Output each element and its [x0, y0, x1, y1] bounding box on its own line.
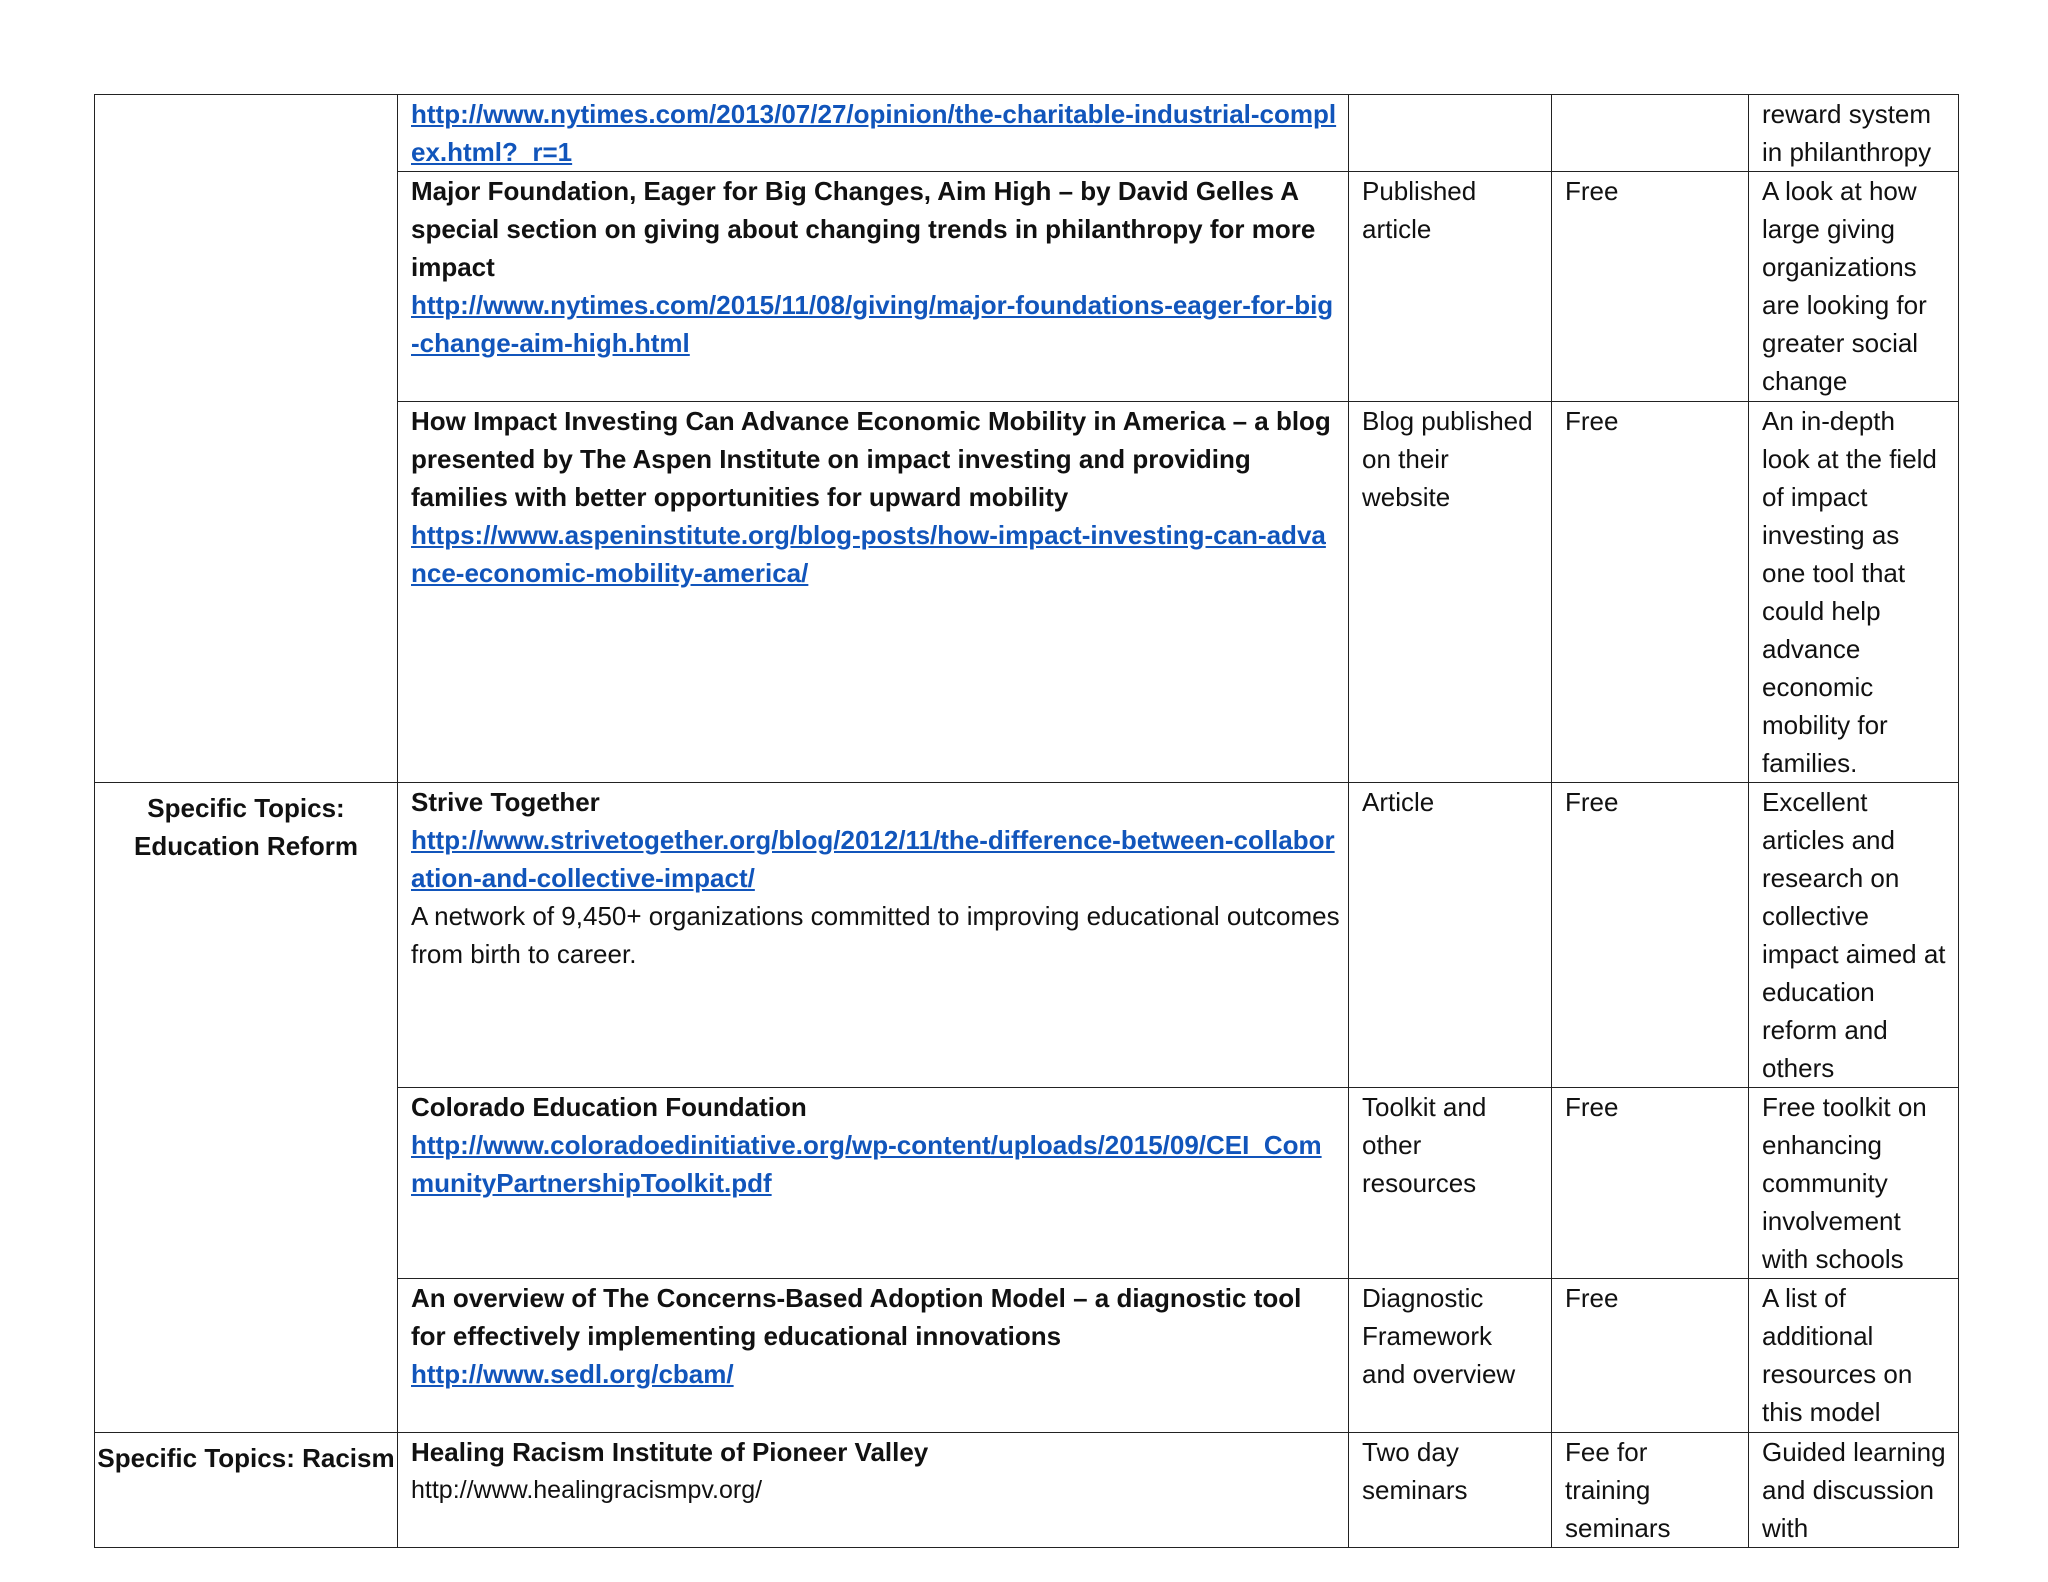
resource-title: Strive Together — [411, 787, 600, 817]
resource-title: Healing Racism Institute of Pioneer Valley — [411, 1437, 929, 1467]
resource-note: A network of 9,450+ organizations committed to improving educational outcomes from birth to career. — [411, 901, 1340, 969]
resource-title: An overview of The Concerns-Based Adoption Model – a diagnostic tool for effectively implementing educational innovations — [411, 1283, 1302, 1351]
type-cell: Toolkit and other resources — [1349, 1088, 1552, 1279]
resource-link[interactable]: http://www.nytimes.com/2015/11/08/giving/major-foundations-eager-for-big-change-aim-high.html — [411, 290, 1334, 358]
cost-cell: Fee for training seminars — [1552, 1433, 1749, 1548]
resource-cell — [398, 1279, 1349, 1433]
description-cell: An in-depth look at the field of impact investing as one tool that could help advance economic mobility for families. — [1749, 402, 1959, 783]
topic-cell — [95, 1433, 398, 1548]
resource-title: Colorado Education Foundation — [411, 1092, 807, 1122]
type-cell: Diagnostic Framework and overview — [1349, 1279, 1552, 1433]
resource-link[interactable]: http://www.nytimes.com/2013/07/27/opinion/the-charitable-industrial-complex.html?_r=1 — [411, 99, 1337, 167]
resource-cell — [398, 783, 1349, 1088]
description-cell: A look at how large giving organizations are looking for greater social change — [1749, 172, 1959, 402]
resource-cell — [398, 1433, 1349, 1548]
resource-cell — [398, 172, 1349, 402]
cost-cell — [1552, 95, 1749, 172]
cost-cell: Free — [1552, 783, 1749, 1088]
resource-cell — [398, 1088, 1349, 1279]
cost-cell: Free — [1552, 402, 1749, 783]
resource-cell — [398, 402, 1349, 783]
description-cell: A list of additional resources on this model — [1749, 1279, 1959, 1433]
resource-table — [94, 94, 1959, 1548]
type-cell: Blog published on their website — [1349, 402, 1552, 783]
cost-cell: Free — [1552, 1088, 1749, 1279]
resource-title: How Impact Investing Can Advance Economic Mobility in America – a blog presented by The Aspen Institute on impact investing and providing families with better opportunities for upward mobility — [411, 406, 1331, 512]
resource-link[interactable]: http://www.strivetogether.org/blog/2012/11/the-difference-between-collaboration-and-collective-impact/ — [411, 825, 1335, 893]
resource-link[interactable]: http://www.sedl.org/cbam/ — [411, 1359, 734, 1389]
resource-title: Major Foundation, Eager for Big Changes, Aim High – by David Gelles A special section on giving about changing trends in philanthropy for more impact — [411, 176, 1316, 282]
cost-cell: Free — [1552, 172, 1749, 402]
type-cell: Two day seminars — [1349, 1433, 1552, 1548]
topic-heading: Specific Topics: Racism — [97, 1443, 395, 1473]
table-row — [95, 1433, 1959, 1548]
cost-cell: Free — [1552, 1279, 1749, 1433]
type-cell: Published article — [1349, 172, 1552, 402]
description-cell: Excellent articles and research on collective impact aimed at education reform and others — [1749, 783, 1959, 1088]
resource-cell — [398, 95, 1349, 172]
topic-cell — [95, 95, 398, 783]
resource-link[interactable]: https://www.aspeninstitute.org/blog-posts/how-impact-investing-can-advance-economic-mobility-america/ — [411, 520, 1326, 588]
table-row — [95, 783, 1959, 1088]
description-cell: Free toolkit on enhancing community involvement with schools — [1749, 1088, 1959, 1279]
resource-url-text: http://www.healingracismpv.org/ — [411, 1476, 763, 1504]
description-cell: Guided learning and discussion with — [1749, 1433, 1959, 1548]
table-row — [95, 95, 1959, 172]
type-cell: Article — [1349, 783, 1552, 1088]
resource-link[interactable]: http://www.coloradoedinitiative.org/wp-content/uploads/2015/09/CEI_CommunityPartnershipToolkit.pdf — [411, 1130, 1322, 1198]
description-cell: reward system in philanthropy — [1749, 95, 1959, 172]
topic-heading: Specific Topics: Education Reform — [134, 793, 358, 861]
type-cell — [1349, 95, 1552, 172]
topic-cell — [95, 783, 398, 1433]
